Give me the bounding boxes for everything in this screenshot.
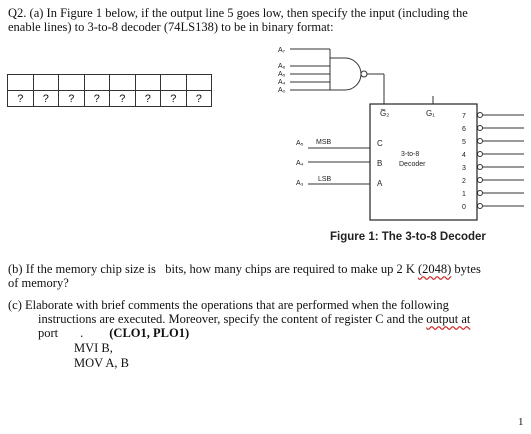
and-gate	[290, 49, 384, 104]
part-c-line-2	[38, 312, 470, 326]
part-b-line-1	[8, 262, 481, 276]
part-c-line-2-squiggle: output at	[426, 312, 471, 326]
decoder-label-1: 3-to-8	[401, 151, 420, 158]
output-label: 1	[462, 191, 466, 198]
addr-input-label: A₄	[296, 160, 304, 167]
truth-cell[interactable]: ?	[33, 91, 59, 107]
output-label: 0	[462, 204, 466, 211]
select-a-label: A	[377, 179, 383, 188]
part-b-suffix: bytes	[454, 262, 481, 276]
decoder-label-2: Decoder	[399, 161, 426, 168]
output-label: 5	[462, 139, 466, 146]
page-number: 1	[518, 416, 524, 428]
part-c-clo: (CLO1, PLO1)	[109, 326, 190, 340]
truth-cell[interactable]: ?	[135, 91, 161, 107]
part-c-line-1: (c) Elaborate with brief comments the operations that are performed when the following	[8, 298, 449, 312]
output-label: 6	[462, 126, 466, 133]
part-b-squiggle: (2048)	[417, 262, 452, 276]
addr-input-label: A₃	[296, 180, 304, 187]
output-label: 4	[462, 152, 466, 159]
select-c-label: C	[377, 139, 383, 148]
instruction-2: MOV A, B	[74, 356, 129, 370]
enable-g2-label: G̅₂	[380, 109, 390, 118]
figure-caption: Figure 1: The 3-to-8 Decoder	[330, 231, 486, 243]
and-input-label: A₇	[278, 47, 286, 54]
part-c-port: port	[38, 326, 59, 340]
part-c-line-2-text: instructions are executed. Moreover, specify the content of register C and the	[38, 312, 424, 326]
and-input-label: A₆	[278, 63, 286, 70]
enable-g1-label: G₁	[426, 109, 435, 118]
and-input-label: A₅	[278, 71, 286, 78]
truth-cell[interactable]: ?	[186, 91, 212, 107]
part-b-line-2: of memory?	[8, 276, 69, 290]
truth-cell[interactable]: ?	[110, 91, 136, 107]
output-label: 3	[462, 165, 466, 172]
question-line-1: Q2. (a) In Figure 1 below, if the output line 5 goes low, then specify the input (including the	[8, 6, 468, 20]
addr-input-label: A₅	[296, 140, 304, 147]
and-input-label: A₀	[278, 87, 286, 94]
output-lines	[478, 113, 525, 209]
part-b-middle: bits, how many chips are required to make up 2 K	[165, 262, 415, 276]
and-input-label: A₄	[278, 79, 286, 86]
select-b-label: B	[377, 159, 383, 168]
part-c-line-3	[38, 326, 189, 340]
question-line-2: enable lines) to 3-to-8 decoder (74LS138) to be in binary format:	[8, 20, 334, 34]
msb-label: MSB	[316, 139, 332, 146]
truth-cell[interactable]: ?	[59, 91, 85, 107]
truth-cell[interactable]: ?	[161, 91, 187, 107]
lsb-label: LSB	[318, 176, 332, 183]
output-label: 7	[462, 113, 466, 120]
part-b-prefix: (b) If the memory chip size is	[8, 262, 156, 276]
instruction-1: MVI B,	[74, 341, 113, 355]
output-label: 2	[462, 178, 466, 185]
truth-cell[interactable]: ?	[84, 91, 110, 107]
part-c-dot: .	[80, 326, 84, 340]
truth-cell[interactable]: ?	[8, 91, 34, 107]
